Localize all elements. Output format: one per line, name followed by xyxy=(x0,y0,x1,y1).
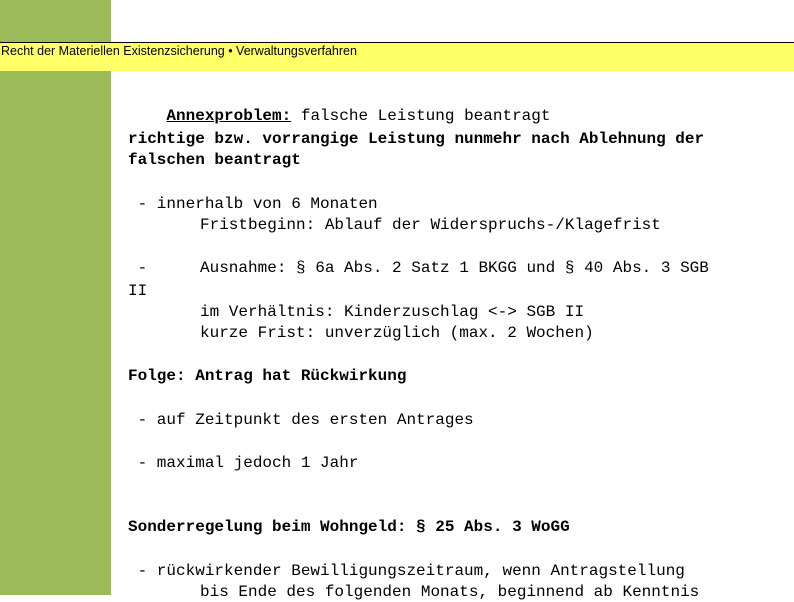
list-item-deadline-detail: Fristbeginn: Ablauf der Widerspruchs-/Klagefrist xyxy=(200,216,661,234)
list-item-retroactive-period-detail: bis Ende des folgenden Monats, beginnend ab Kenntnis xyxy=(200,583,700,601)
annex-text: falsche Leistung beantragt xyxy=(300,107,551,125)
list-item-exception-short-deadline: kurze Frist: unverzüglich (max. 2 Wochen) xyxy=(200,324,594,342)
list-item-deadline: - innerhalb von 6 Monaten xyxy=(128,195,378,213)
list-item-retroactive-period: - rückwirkender Bewilligungszeitraum, wenn Antragstellung xyxy=(128,562,685,580)
special-rule-heading: Sonderregelung beim Wohngeld: § 25 Abs. 3 WoGG xyxy=(128,518,570,536)
list-item-first-application: - auf Zeitpunkt des ersten Antrages xyxy=(128,411,474,429)
list-item-exception-wrap: II xyxy=(128,282,148,300)
header-title: Recht der Materiellen Existenzsicherung • Verwaltungsverfahren xyxy=(1,44,357,58)
list-item-exception: Ausnahme: § 6a Abs. 2 Satz 1 BKGG und § 40 Abs. 3 SGB xyxy=(200,259,709,277)
statement-line-2: falschen beantragt xyxy=(128,151,301,169)
consequence-heading: Folge: Antrag hat Rückwirkung xyxy=(128,367,407,385)
annex-label: Annexproblem: xyxy=(166,107,292,125)
statement-line-1: richtige bzw. vorrangige Leistung nunmehr nach Ablehnung der xyxy=(128,130,705,148)
list-item-exception-dash: - xyxy=(128,259,148,277)
list-item-exception-relation: im Verhältnis: Kinderzuschlag <-> SGB II xyxy=(200,303,585,321)
list-item-max-one-year: - maximal jedoch 1 Jahr xyxy=(128,454,359,472)
